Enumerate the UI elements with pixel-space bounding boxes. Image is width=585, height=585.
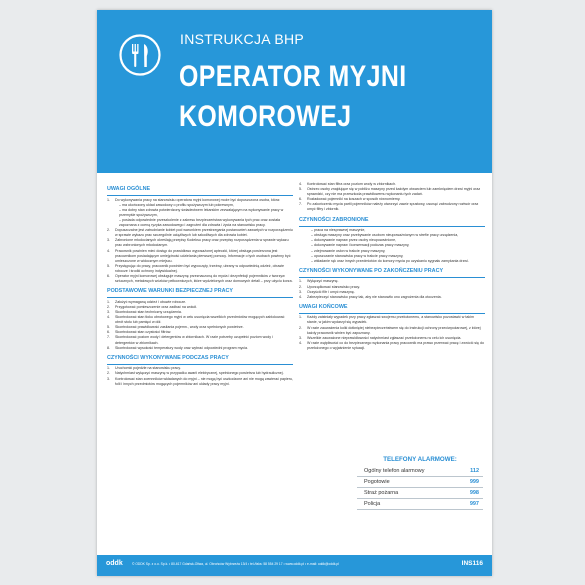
title-line-1: OPERATOR MYJNI: [179, 60, 407, 93]
list-subitem: – posiada odpowiednie przeszkolenie z zakresu bezpieczeństwa wykonywania tych prac oraz została zapoznana z oceną ryzyka zawodowego i zagrożeń dla zdrowia i życia na stanowisku pracy.: [119, 217, 281, 228]
list-item: 2. Przygotować pomieszczenie oraz zadbać na wokół.: [107, 304, 198, 309]
list-subitem: – opuszczanie stanowiska pracy w trakcie pracy maszyny,: [311, 253, 404, 258]
phone-row: [357, 499, 483, 510]
list-subitem: – dokonywanie napraw przez osoby nieupoważnione,: [311, 238, 397, 243]
section-title: CZYNNOŚCI WYKONYWANE PO ZAKOŃCZENIU PRACY: [299, 267, 444, 274]
right-column: [299, 182, 485, 351]
list-item: 7. Po zakończeniu mycia partii pojemników należy otworzyć zawór spustowy, usunąć zabrudzony roztwór oraz umyć filtry i zbiornik.: [299, 202, 479, 212]
section-title: CZYNNOŚCI WYKONYWANE PODCZAS PRACY: [107, 354, 229, 361]
list-subitem: – obsługa maszyny oraz przebywanie osobom nieupoważnionym w strefie pracy urządzenia,: [311, 233, 459, 238]
list-subitem: – dokonywanie napraw i konserwacji podczas pracy maszyny,: [311, 243, 410, 248]
list-item: 6. Rozładować pojemniki na koszach w sposób równomierny.: [299, 197, 401, 202]
phone-label: Pogotowie: [364, 479, 390, 485]
list-item: 6. Operator myjni komorowej obsługuje maszynę przeznaczoną do mycia i dezynfekcji pojemników z tworzyw sztucznych, metalowych wózków pełkowniczych, które wydzielonych oraz domowych detali – przy użyciu korza.: [107, 274, 293, 284]
list-item: 6. Skontrolować stan czystości filtrów.: [107, 330, 172, 335]
section-divider: [107, 297, 293, 298]
title-line-2: KOMOROWEJ: [179, 100, 352, 133]
list-item: 5. Ostrzec osoby znajdujące się w pobliżu maszyny przed każdym otwarciem lub zamknięciem drzwi myjni oraz sprawdzić, czy nie ma przeszkoda prawidłowemu wykonaniu tych zadań.: [299, 187, 481, 197]
document-code: INS116: [461, 560, 483, 567]
phone-row: [357, 488, 483, 499]
list-item: 4. Skontrolować stan tłoku obrotowego myjni w celu usunięcia wszelkich przedmiotów mogących zablokować obrót stołu lub pamięci w dół.: [107, 315, 285, 325]
list-subitem: – ma dobry stan zdrowia potwierdzony świadectwem lekarskim zezwalającym na wykonywanie pracy w przemyśle spożywczym,: [119, 207, 284, 217]
list-item: 3. Wszelkie zauważone nieprawidłowości natychmiast zgłaszać przełożonemu w celu ich usunięcia.: [299, 335, 462, 340]
section-title: PODSTAWOWE WARUNKI BEZPIECZNEJ PRACY: [107, 288, 233, 295]
list-item: 2. Natychmiast wyłączyć maszynę w przypadku awarii elektrycznej, spełnionego powietrza lub hydraulicznej.: [107, 371, 284, 376]
list-item: 4. Kontrolować stan filtra oraz poziom wody w zbiornikach.: [299, 182, 397, 186]
fork-knife-icon: [118, 33, 162, 77]
section-divider: [299, 277, 485, 278]
list-item: 1. Do wykonywania pracy na stanowisku operatora myjni komorowej może być dopuszczona osoba, która:: [107, 197, 280, 202]
list-item: 3. Oczyścić filtr i umyć maszynę.: [299, 289, 355, 294]
list-item: 3. Zabronione młodocianych określają przepisy Kodeksu pracy oraz przepisy rozporządzenia w sprawie wykazu prac wzbronionych młodocianym.: [107, 238, 289, 248]
list-item: 2. W razie zauważenia kolki dotkniętej niebezpieczeństwem się do instrukcji ochrony przeciwpożarowej, z której każdy pracownik winien być zapoznany.: [299, 325, 481, 335]
list-subitem: – wkładanie rąk oraz innych przedmiotów do komory mycia po uzyskaniu sygnału zamykania drzwi.: [311, 258, 469, 263]
publisher-logo: oddk: [106, 560, 123, 567]
list-item: 4. W razie wątpliwości co do bezpiecznego wykonania pracy pracownik ma prawo przerwać pracę i zwrócić się do przełożonego o wyjaśnienie sytuacji.: [299, 340, 484, 350]
list-item: 4. Zabezpieczyć stanowisko pracy tak, aby nie stanowiło ono zagrożenia dla otoczenia.: [299, 294, 442, 299]
phone-label: Straż pożarna: [364, 490, 399, 496]
list-item: 8. Skontrolować wysokość temperatury wody oraz wybrać odpowiedni program mycia.: [107, 345, 249, 350]
list-item: 4. Pracownik powinien mieć dostęp do prawidłowo wyposażonej apteczki, której obsługa powierzona jest pracownikom posiadającym umiejętność udzielania pierwszej pomocy. Informacje o tych osobach powinny być umieszczone w widocznym miejscu.: [107, 248, 291, 263]
header-banner: [97, 10, 492, 173]
phone-number: 998: [469, 490, 479, 496]
phone-number: 112: [470, 468, 479, 474]
section-divider: [299, 313, 485, 314]
list-item: 2. Dopuszczalne jest zatrudnianie kobiet pod warunkiem przestrzegania postanowień zawartych w rozporządzeniu w sprawie wykazu prac szczególnie uciążliwych lub szkodliwych dla zdrowia kobiet.: [107, 228, 293, 238]
page-title: [179, 57, 478, 137]
list-item: 3. Kontrolować stan zoennników wkładanych do myjni – nie mogą być uszkodzone ani nie mogą zawierać papieru, folii i innych przedmiotów mogących pojemników ani układy pracy myjni.: [107, 376, 293, 386]
list-item: 3. Skontrolować stan techniczny urządzenia.: [107, 309, 182, 314]
phone-number: 997: [469, 501, 479, 507]
section-title: UWAGI OGÓLNE: [107, 186, 151, 192]
phones-title: TELEFONY ALARMOWE:: [383, 456, 457, 463]
instruction-sheet: [97, 10, 492, 576]
section-title: CZYNNOŚCI ZABRONIONE: [299, 216, 369, 223]
list-item: 1. Każdy zaistniały wypadek przy pracy zgłaszać swojemu przełożonemu, a stanowisko pozostawić w takim stanie, w jakim wydarzył się wypadek.: [299, 315, 474, 325]
section-title: UWAGI KOŃCOWE: [299, 303, 348, 310]
list-item: 1. Uruchomić pojedźle na stanowisku pracy.: [107, 366, 181, 371]
phone-row: [357, 466, 483, 477]
left-column: [107, 182, 293, 387]
document-kicker: INSTRUKCJA BHP: [180, 31, 304, 47]
publisher-info: © ODDK Sp. z o.o. Sp.k. • 80-617 Gdańsk-Oliwa, ul. Obrońców Wybrzeża 13/4 • tel./faks: 58 554 29 17 • www.oddk.pl • e-mail: oddk@oddk.pl: [132, 562, 339, 566]
list-subitem: – praca na niesprawnej maszynie,: [311, 228, 366, 233]
list-subitem: – ma ukończony układ zawodowy o profilu spożywczym lub pokrewnym,: [119, 202, 234, 207]
list-item: 1. Wyłączyć maszynę.: [299, 279, 339, 284]
list-item: 5. Przystępując do pracy, pracownik powinien być wypoczęty, trzeźwy, ubrany w odpowiednią odzież, obuwie robocze i środki ochrony indywidualnej.: [107, 263, 284, 273]
phone-row: [357, 477, 483, 488]
phone-label: Ogólny telefon alarmowy: [364, 468, 425, 474]
footer-bar: [97, 555, 492, 576]
list-item: 1. Założyć wymaganą odzież i obuwie robocze.: [107, 299, 187, 304]
section-divider: [107, 195, 293, 196]
list-item: 7. Skontrolować poziom wody i detergentów w zbiornikach. W razie potrzeby uzupełnić poziom wody i detergentów w zbiornikach.: [107, 335, 273, 345]
list-subitem: – zdejmowanie osłon w trakcie pracy maszyny,: [311, 248, 386, 253]
list-item: 5. Skontrolować prawidłowość zasilania pojemn., wody oraz spełnionych powietrze.: [107, 325, 244, 330]
emergency-phones: [357, 456, 483, 510]
phone-label: Policja: [364, 501, 381, 507]
list-item: 2. Uporządkować stanowisko pracy.: [299, 284, 361, 289]
section-divider: [107, 364, 293, 365]
section-divider: [299, 226, 485, 227]
phone-number: 999: [469, 479, 479, 485]
